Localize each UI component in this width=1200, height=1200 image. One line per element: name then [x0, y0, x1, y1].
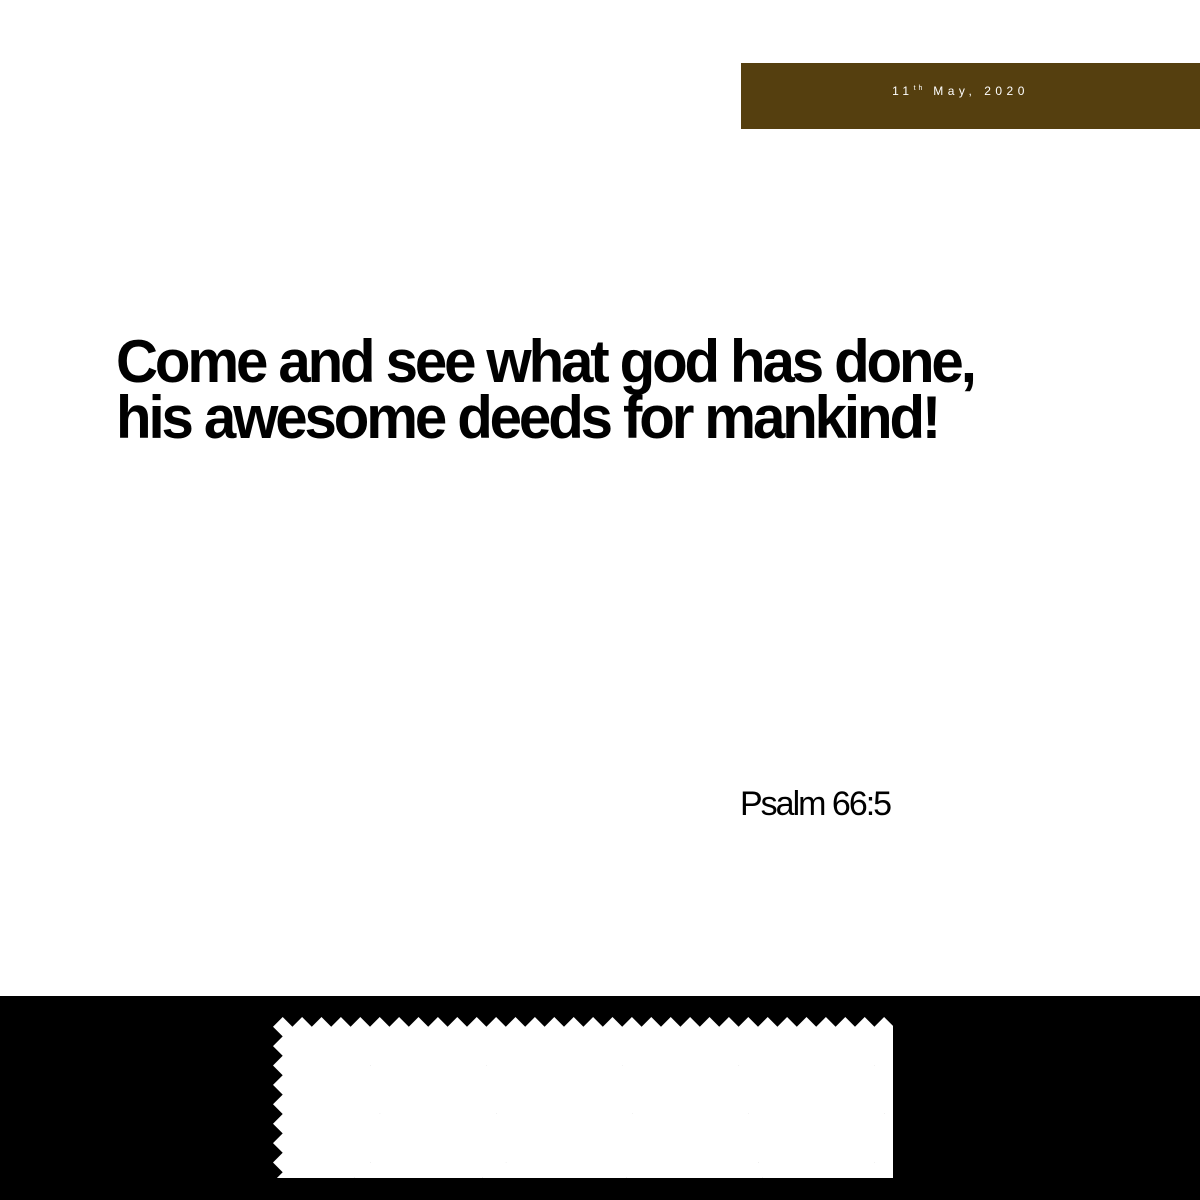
verse-reference: Psalm 66:5 — [740, 785, 891, 823]
verse-quote — [116, 328, 974, 451]
date-banner — [741, 63, 1200, 129]
date-rest: May, 2020 — [925, 84, 1029, 98]
date-day: 11 — [892, 84, 914, 98]
diamond-tiles — [273, 1017, 893, 1178]
verse-line-2: his awesome deeds for mankind! — [116, 384, 939, 451]
date-label — [892, 84, 1029, 98]
diamond-pattern-graphic — [273, 1017, 893, 1178]
diamond-pattern-icon — [273, 1017, 893, 1178]
verse-line-1: Come and see what god has done, — [116, 328, 974, 395]
date-suffix: th — [913, 85, 926, 92]
